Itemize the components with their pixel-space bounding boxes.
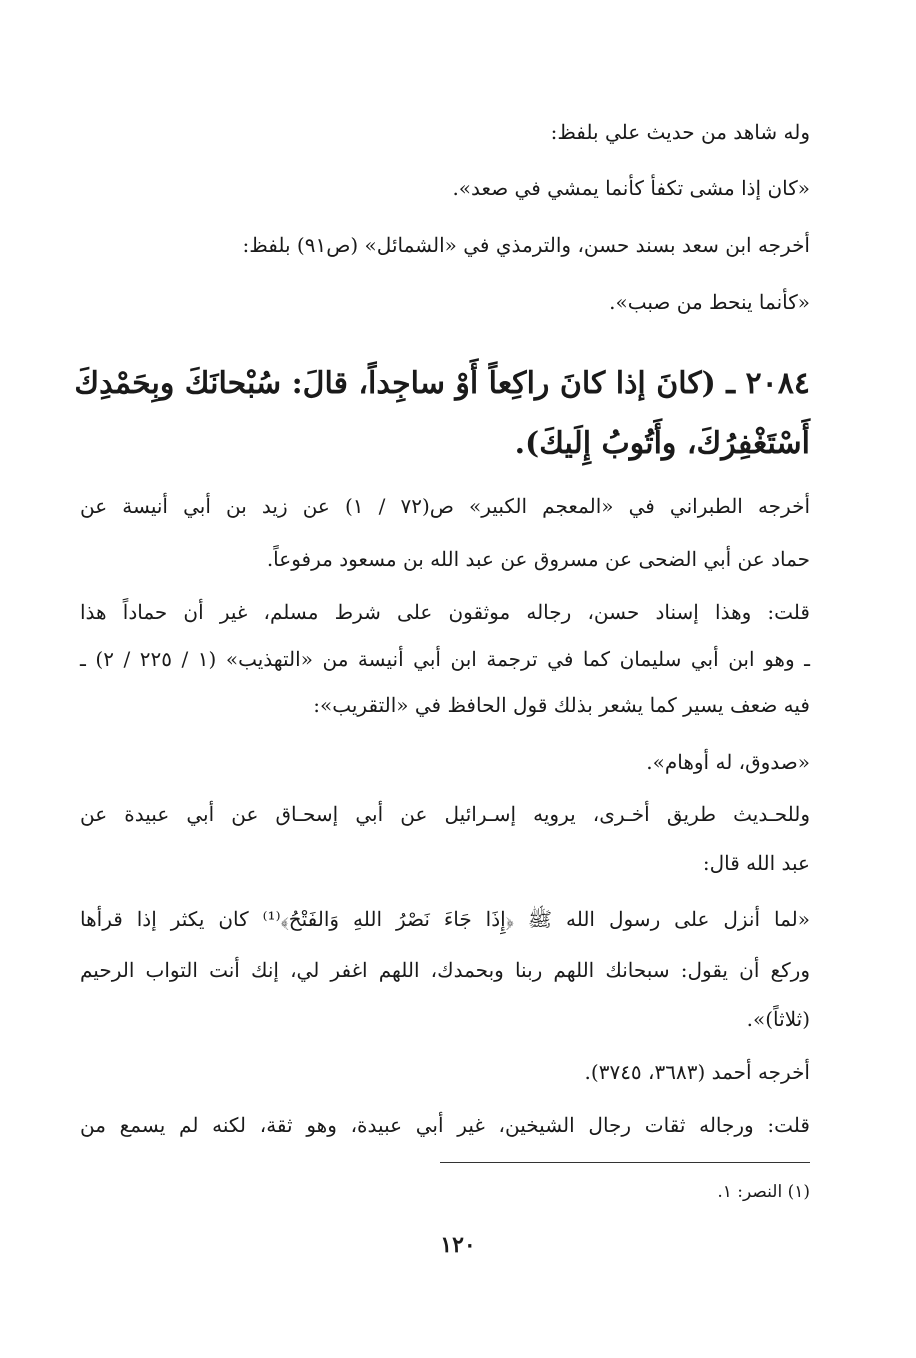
text-line-7: أخرجه الطبراني في «المعجم الكبير» ص(٧٢ / ١) عن زيد بن أبي أنيسة عن	[80, 494, 810, 518]
text-line-8: حماد عن أبي الضحى عن مسروق عن عبد الله بن مسعود مرفوعاً.	[266, 547, 810, 571]
text-line-14: عبد الله قال:	[702, 851, 810, 875]
footnote: (١) النصر: ١.	[717, 1182, 810, 1202]
hadith-heading-line-1: ٢٠٨٤ ـ (كانَ إذا كانَ راكِعاً أَوْ ساجِداً، قالَ: سُبْحانَكَ وبِحَمْدِكَ	[74, 366, 810, 401]
text-line-1: وله شاهد من حديث علي بلفظ:	[550, 120, 810, 144]
text-line-18: أخرجه أحمد (٣٦٨٣، ٣٧٤٥).	[584, 1060, 810, 1084]
text-line-16: وركع أن يقول: سبحانك اللهم ربنا وبحمدك، اللهم اغفر لي، إنك أنت التواب الرحيم	[80, 958, 811, 982]
text-line-4: «كأنما ينحط من صبب».	[609, 290, 810, 314]
text-line-10: ـ وهو ابن أبي سليمان كما في ترجمة ابن أبي أنيسة من «التهذيب» (١ / ٢٢٥ / ٢) ـ	[80, 647, 811, 671]
text-line-3: أخرجه ابن سعد بسند حسن، والترمذي في «الشمائل» (ص٩١) بلفظ:	[242, 233, 810, 257]
page-number: ١٢٠	[440, 1232, 476, 1258]
text-line-11: فيه ضعف يسير كما يشعر بذلك قول الحافظ في «التقريب»:	[313, 693, 810, 717]
text-line-9: قلت: وهذا إسناد حسن، رجاله موثقون على شرط مسلم، غير أن حماداً هذا	[80, 600, 810, 624]
text-line-17: (ثلاثاً)».	[746, 1007, 810, 1031]
hadith-heading-line-2: أَسْتَغْفِرُكَ، وأَتُوبُ إِلَيكَ).	[514, 426, 810, 461]
text-line-19: قلت: ورجاله ثقات رجال الشيخين، غير أبي عبيدة، وهو ثقة، لكنه لم يسمع من	[80, 1113, 810, 1137]
footnote-divider	[440, 1162, 810, 1163]
text-line-15: «لما أنزل على رسول الله ﷺ ﴿إِذَا جَاءَ نَصْرُ اللهِ وَالفَتْحُ﴾⁽¹⁾ كان يكثر إذا قرأها	[80, 907, 810, 931]
text-line-13: وللحـديث طريق أخـرى، يرويه إسـرائيل عن أبي إسحـاق عن أبي عبيدة عن	[80, 802, 810, 826]
text-line-2: «كان إذا مشى تكفأ كأنما يمشي في صعد».	[452, 176, 810, 200]
text-line-12: «صدوق، له أوهام».	[646, 750, 810, 774]
